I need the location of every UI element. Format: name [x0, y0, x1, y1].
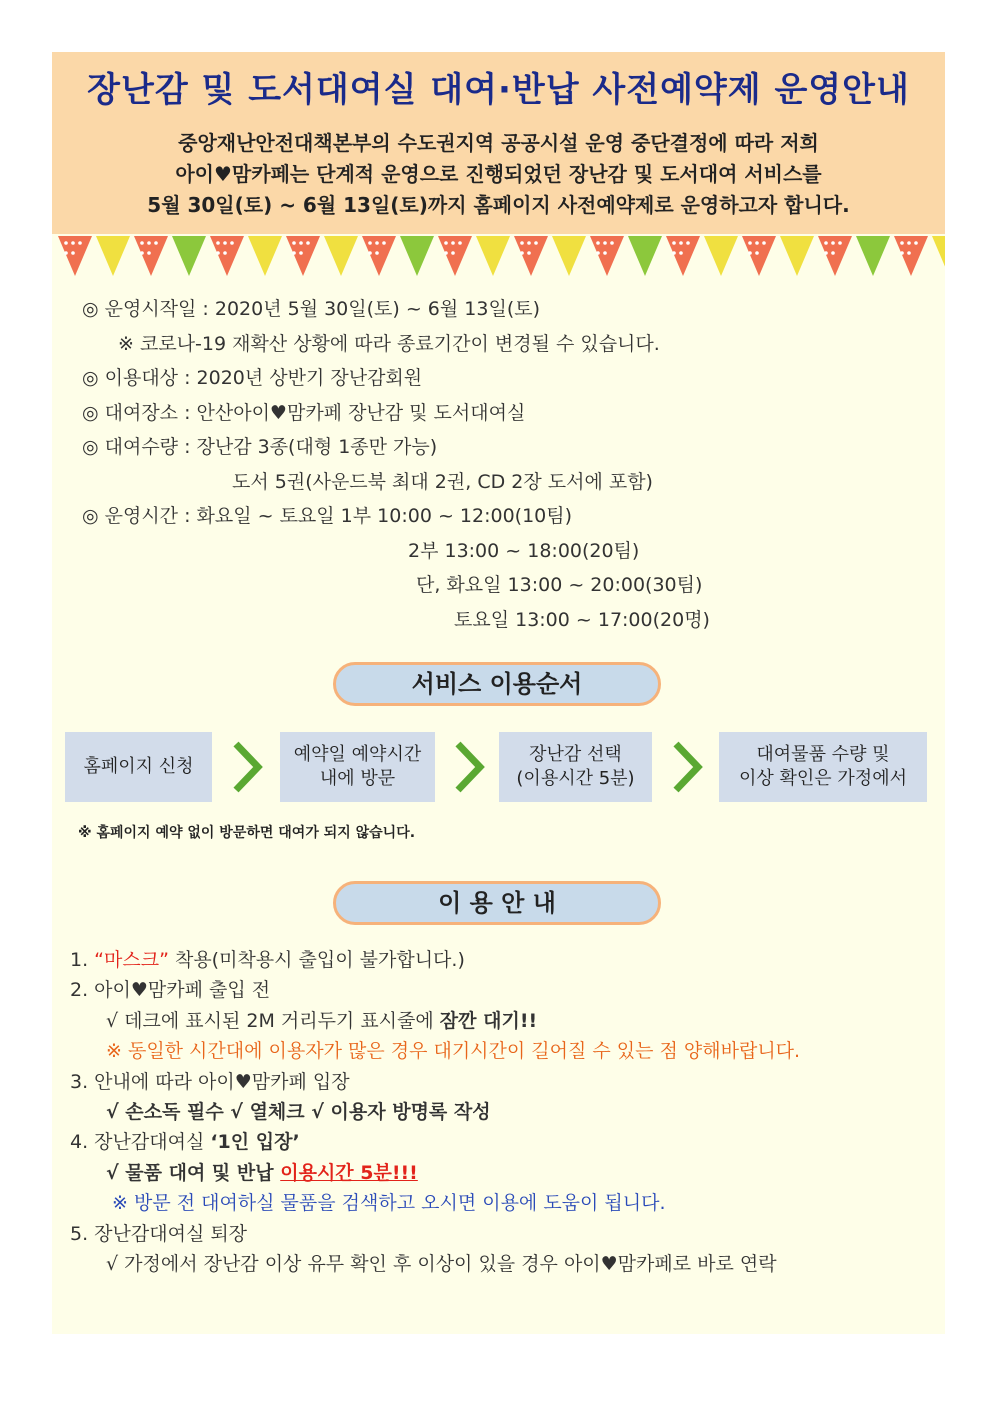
step-label: 내에 방문 — [319, 768, 396, 789]
bunting-dot — [444, 241, 448, 245]
guide-heading: 이 용 안 내 — [333, 881, 661, 925]
item-text: √ 데크에 표시된 2M 거리두기 표시줄에 — [106, 1009, 440, 1032]
bunting-flag — [628, 236, 662, 276]
bunting-dot — [64, 241, 68, 245]
step-label: 장난감 선택 — [529, 744, 622, 765]
bunting-dot — [679, 251, 683, 255]
bunting-decoration — [52, 234, 945, 282]
bunting-flag — [438, 236, 472, 276]
intro-line: 아이♥맘카페는 단계적 운영으로 진행되었던 장난감 및 도서대여 서비스를 — [175, 162, 822, 186]
bunting-dot — [71, 241, 75, 245]
bunting-flag — [590, 236, 624, 276]
bunting-dot — [900, 241, 904, 245]
guide-item-4-sub — [70, 1158, 800, 1188]
bunting-flag — [134, 236, 168, 276]
intro-text — [52, 128, 945, 221]
bunting-dot — [78, 241, 82, 245]
bunting-flag — [400, 236, 434, 276]
one-person-emphasis: ‘1인 입장’ — [210, 1131, 300, 1154]
step-visit — [280, 732, 435, 802]
bunting-dot — [831, 251, 835, 255]
bunting-dot — [147, 251, 151, 255]
bunting-flag — [818, 236, 852, 276]
service-heading: 서비스 이용순서 — [333, 662, 661, 706]
bunting-dot — [458, 241, 462, 245]
bunting-flag — [248, 236, 282, 276]
bunting-flag — [666, 236, 700, 276]
bunting-flag — [704, 236, 738, 276]
bunting-dot — [831, 241, 835, 245]
bunting-dot — [230, 241, 234, 245]
bunting-dot — [748, 241, 752, 245]
bunting-dot — [216, 241, 220, 245]
bunting-dot — [223, 241, 227, 245]
step-check-at-home — [719, 732, 927, 802]
info-hours: ◎ 운영시간 : 화요일 ~ 토요일 1부 10:00 ~ 12:00(10팀) — [82, 505, 573, 527]
item-text: 4. 장난감대여실 — [70, 1131, 211, 1154]
chevron-right-icon — [670, 740, 706, 794]
bunting-dot — [762, 241, 766, 245]
intro-line: 중앙재난안전대책본부의 수도권지역 공공시설 운영 중단결정에 따라 저희 — [178, 131, 819, 155]
chevron-right-icon — [230, 740, 266, 794]
bunting-flag — [780, 236, 814, 276]
bunting-dot — [140, 241, 144, 245]
bunting-flag — [286, 236, 320, 276]
bunting-dot — [444, 251, 448, 255]
bunting-flag — [552, 236, 586, 276]
bunting-dot — [147, 241, 151, 245]
bunting-dot — [672, 251, 676, 255]
info-quantity: ◎ 대여수량 : 장난감 3종(대형 1종만 가능) — [82, 436, 438, 458]
bunting-dot — [71, 251, 75, 255]
item-number: 1. — [70, 949, 95, 971]
bunting-dot — [292, 241, 296, 245]
bunting-dot — [382, 241, 386, 245]
bunting-dot — [154, 241, 158, 245]
bunting-flag — [210, 236, 244, 276]
bunting-flag — [514, 236, 548, 276]
item-text: 착용(미착용시 출입이 불가합니다.) — [168, 949, 465, 971]
info-target: ◎ 이용대상 : 2020년 상반기 장난감회원 — [82, 367, 423, 389]
guide-item-2-warning: ※ 동일한 시간대에 이용자가 많은 경우 대기시간이 길어질 수 있는 점 양해바랍니다. — [106, 1040, 801, 1063]
info-hours-saturday: 토요일 13:00 ~ 17:00(20명) — [454, 608, 710, 631]
bunting-dot — [610, 241, 614, 245]
notice-sheet — [52, 52, 945, 1334]
guide-item-2-sub — [70, 1006, 800, 1036]
guide-item-1 — [70, 945, 800, 975]
bunting-dot — [64, 251, 68, 255]
bunting-dot — [748, 251, 752, 255]
bunting-dot — [838, 241, 842, 245]
info-quantity-books: 도서 5권(사운드북 최대 2권, CD 2장 도서에 포함) — [232, 470, 653, 493]
chevron-right-icon — [452, 740, 488, 794]
step-label: 홈페이지 신청 — [83, 756, 194, 777]
step-label: (이용시간 5분) — [516, 768, 635, 789]
bunting-dot — [679, 241, 683, 245]
info-hours-tuesday: 단, 화요일 13:00 ~ 20:00(30팀) — [416, 574, 703, 596]
info-covid-note: ※ 코로나-19 재확산 상황에 따라 종료기간이 변경될 수 있습니다. — [118, 332, 660, 355]
bunting-dot — [914, 241, 918, 245]
bunting-flag — [476, 236, 510, 276]
item-text: √ 물품 대여 및 반납 — [106, 1161, 281, 1184]
info-section — [82, 292, 710, 637]
info-location: ◎ 대여장소 : 안산아이♥맘카페 장난감 및 도서대여실 — [82, 401, 526, 424]
bunting-dot — [824, 251, 828, 255]
bunting-flag — [894, 236, 928, 276]
bunting-dot — [223, 251, 227, 255]
guide-item-4 — [70, 1127, 800, 1157]
bunting-flag — [932, 236, 945, 276]
bunting-dot — [451, 251, 455, 255]
mask-emphasis: “마스크” — [94, 949, 169, 971]
bunting-flag — [324, 236, 358, 276]
guide-item-3: 3. 안내에 따라 아이♥맘카페 입장 — [70, 1070, 350, 1093]
bunting-dot — [306, 241, 310, 245]
bunting-dot — [292, 251, 296, 255]
bunting-dot — [299, 251, 303, 255]
bunting-flag — [856, 236, 890, 276]
bunting-dot — [140, 251, 144, 255]
bunting-dot — [520, 251, 524, 255]
bunting-flag — [172, 236, 206, 276]
step-label: 이상 확인은 가정에서 — [739, 768, 907, 789]
bunting-dot — [216, 251, 220, 255]
bunting-dot — [534, 241, 538, 245]
bunting-dot — [299, 241, 303, 245]
page-title: 장난감 및 도서대여실 대여·반납 사전예약제 운영안내 — [87, 70, 910, 110]
guide-item-5-sub: √ 가정에서 장난감 이상 유무 확인 후 이상이 있을 경우 아이♥맘카페로 바로 연락 — [106, 1252, 777, 1275]
guide-item-2: 2. 아이♥맘카페 출입 전 — [70, 979, 271, 1002]
bunting-dot — [368, 251, 372, 255]
bunting-dot — [527, 241, 531, 245]
time-limit-emphasis: 이용시간 5분!!! — [280, 1161, 418, 1184]
bunting-dot — [527, 251, 531, 255]
guide-section — [70, 945, 800, 1279]
bunting-flag — [58, 236, 92, 276]
bunting-dot — [686, 241, 690, 245]
bunting-dot — [907, 251, 911, 255]
step-label: 대여물품 수량 및 — [756, 744, 890, 765]
bunting-dot — [824, 241, 828, 245]
bunting-dot — [451, 241, 455, 245]
info-hours-part2: 2부 13:00 ~ 18:00(20팀) — [408, 539, 640, 562]
bunting-dot — [755, 251, 759, 255]
wait-emphasis: 잠깐 대기!! — [439, 1009, 538, 1032]
bunting-flag — [742, 236, 776, 276]
bunting-dot — [900, 251, 904, 255]
step-homepage-apply — [65, 732, 212, 802]
bunting-dot — [755, 241, 759, 245]
bunting-dot — [603, 251, 607, 255]
intro-line: 5월 30일(토) ~ 6월 13일(토)까지 홈페이지 사전예약제로 운영하고자 합니다. — [147, 193, 850, 217]
bunting-dot — [672, 241, 676, 245]
reservation-note: ※ 홈페이지 예약 없이 방문하면 대여가 되지 않습니다. — [78, 825, 416, 841]
guide-item-3-sub: √ 손소독 필수 √ 열체크 √ 이용자 방명록 작성 — [106, 1100, 491, 1123]
bunting-dot — [375, 251, 379, 255]
bunting-dot — [368, 241, 372, 245]
guide-item-4-note: ※ 방문 전 대여하실 물품을 검색하고 오시면 이용에 도움이 됩니다. — [112, 1192, 666, 1215]
bunting-flag — [96, 236, 130, 276]
bunting-dot — [596, 241, 600, 245]
header-banner — [52, 52, 945, 234]
bunting-dot — [596, 251, 600, 255]
bunting-dot — [375, 241, 379, 245]
bunting-dot — [907, 241, 911, 245]
info-start-date: ◎ 운영시작일 : 2020년 5월 30일(토) ~ 6월 13일(토) — [82, 298, 540, 320]
bunting-flag — [362, 236, 396, 276]
bunting-dot — [520, 241, 524, 245]
step-toy-select — [499, 732, 652, 802]
bunting-dot — [603, 241, 607, 245]
guide-item-5: 5. 장난감대여실 퇴장 — [70, 1222, 248, 1245]
step-label: 예약일 예약시간 — [293, 744, 422, 765]
